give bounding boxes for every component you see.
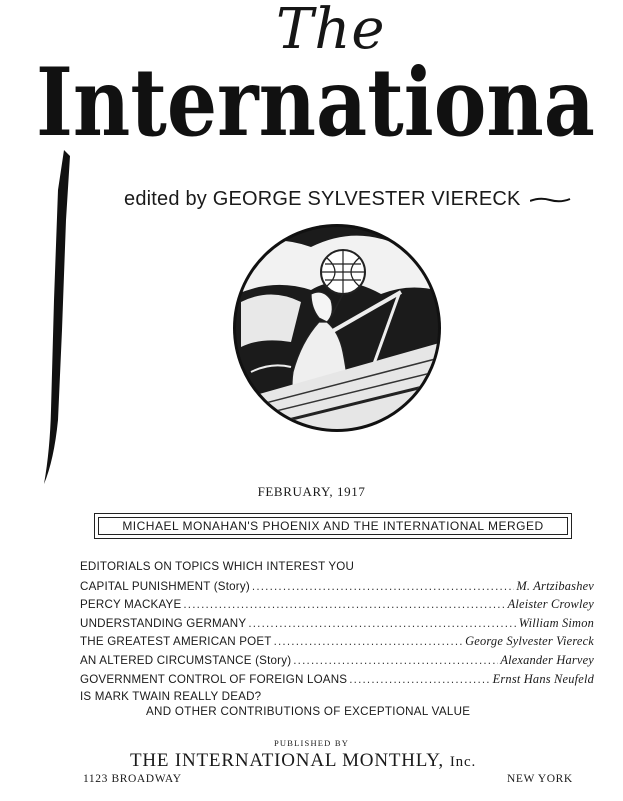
merge-notice-box [94, 513, 572, 539]
published-by-label: PUBLISHED BY [273, 738, 350, 748]
merge-notice: MICHAEL MONAHAN'S PHOENIX AND THE INTERNATIONAL MERGED [98, 517, 568, 535]
publisher-address: 1123 BROADWAY [83, 773, 182, 785]
table-of-contents [80, 558, 594, 707]
publisher-inc: Inc. [449, 754, 476, 770]
toc-intro [80, 558, 594, 577]
toc-other-contributions: AND OTHER CONTRIBUTIONS OF EXCEPTIONAL VALUE [146, 705, 471, 718]
toc-entry-author: M. Artzibashev [516, 578, 594, 593]
toc-entry-author: Ernst Hans Neufeld [492, 671, 594, 686]
masthead-the: The [276, 0, 386, 62]
toc-entry-title: PERCY MACKAYE [80, 598, 182, 612]
publisher-name [130, 750, 476, 772]
toc-entry [80, 688, 594, 707]
toc-leader-dots [349, 671, 490, 690]
masthead-title: Internationa [36, 48, 595, 158]
toc-entry-title: CAPITAL PUNISHMENT (Story) [80, 579, 250, 593]
toc-entry-author: Alexander Harvey [500, 652, 594, 667]
toc-leader-dots [293, 652, 498, 671]
publisher-name-text: THE INTERNATIONAL MONTHLY, [130, 750, 444, 771]
toc-entry-title: THE GREATEST AMERICAN POET [80, 635, 272, 649]
toc-entry-title: AN ALTERED CIRCUMSTANCE (Story) [80, 653, 292, 667]
toc-entry [80, 614, 594, 633]
editor-credit-text: edited by GEORGE SYLVESTER VIERECK [124, 188, 521, 210]
toc-entry-title: IS MARK TWAIN REALLY DEAD? [80, 690, 262, 704]
editor-credit [124, 188, 572, 211]
issue-date: FEBRUARY, 1917 [257, 484, 366, 499]
publisher-city: NEW YORK [507, 773, 573, 785]
cover-emblem-illustration [231, 222, 443, 434]
toc-intro-text: EDITORIALS ON TOPICS WHICH INTEREST YOU [80, 560, 355, 573]
toc-entry [80, 651, 594, 670]
toc-leader-dots [248, 615, 516, 634]
toc-entry [80, 595, 594, 614]
toc-entry [80, 577, 594, 596]
toc-entry-author: Aleister Crowley [507, 597, 594, 612]
toc-entry-title: GOVERNMENT CONTROL OF FOREIGN LOANS [80, 672, 348, 686]
toc-entry [80, 670, 594, 689]
title-letter-stem [40, 150, 76, 485]
toc-entry [80, 632, 594, 651]
toc-leader-dots [252, 578, 514, 597]
toc-leader-dots [274, 633, 464, 652]
toc-entry-author: George Sylvester Viereck [465, 634, 594, 649]
toc-entry-author: William Simon [518, 615, 594, 630]
toc-entry-title: UNDERSTANDING GERMANY [80, 616, 247, 630]
toc-leader-dots [183, 596, 505, 615]
flourish-dash [530, 195, 572, 205]
